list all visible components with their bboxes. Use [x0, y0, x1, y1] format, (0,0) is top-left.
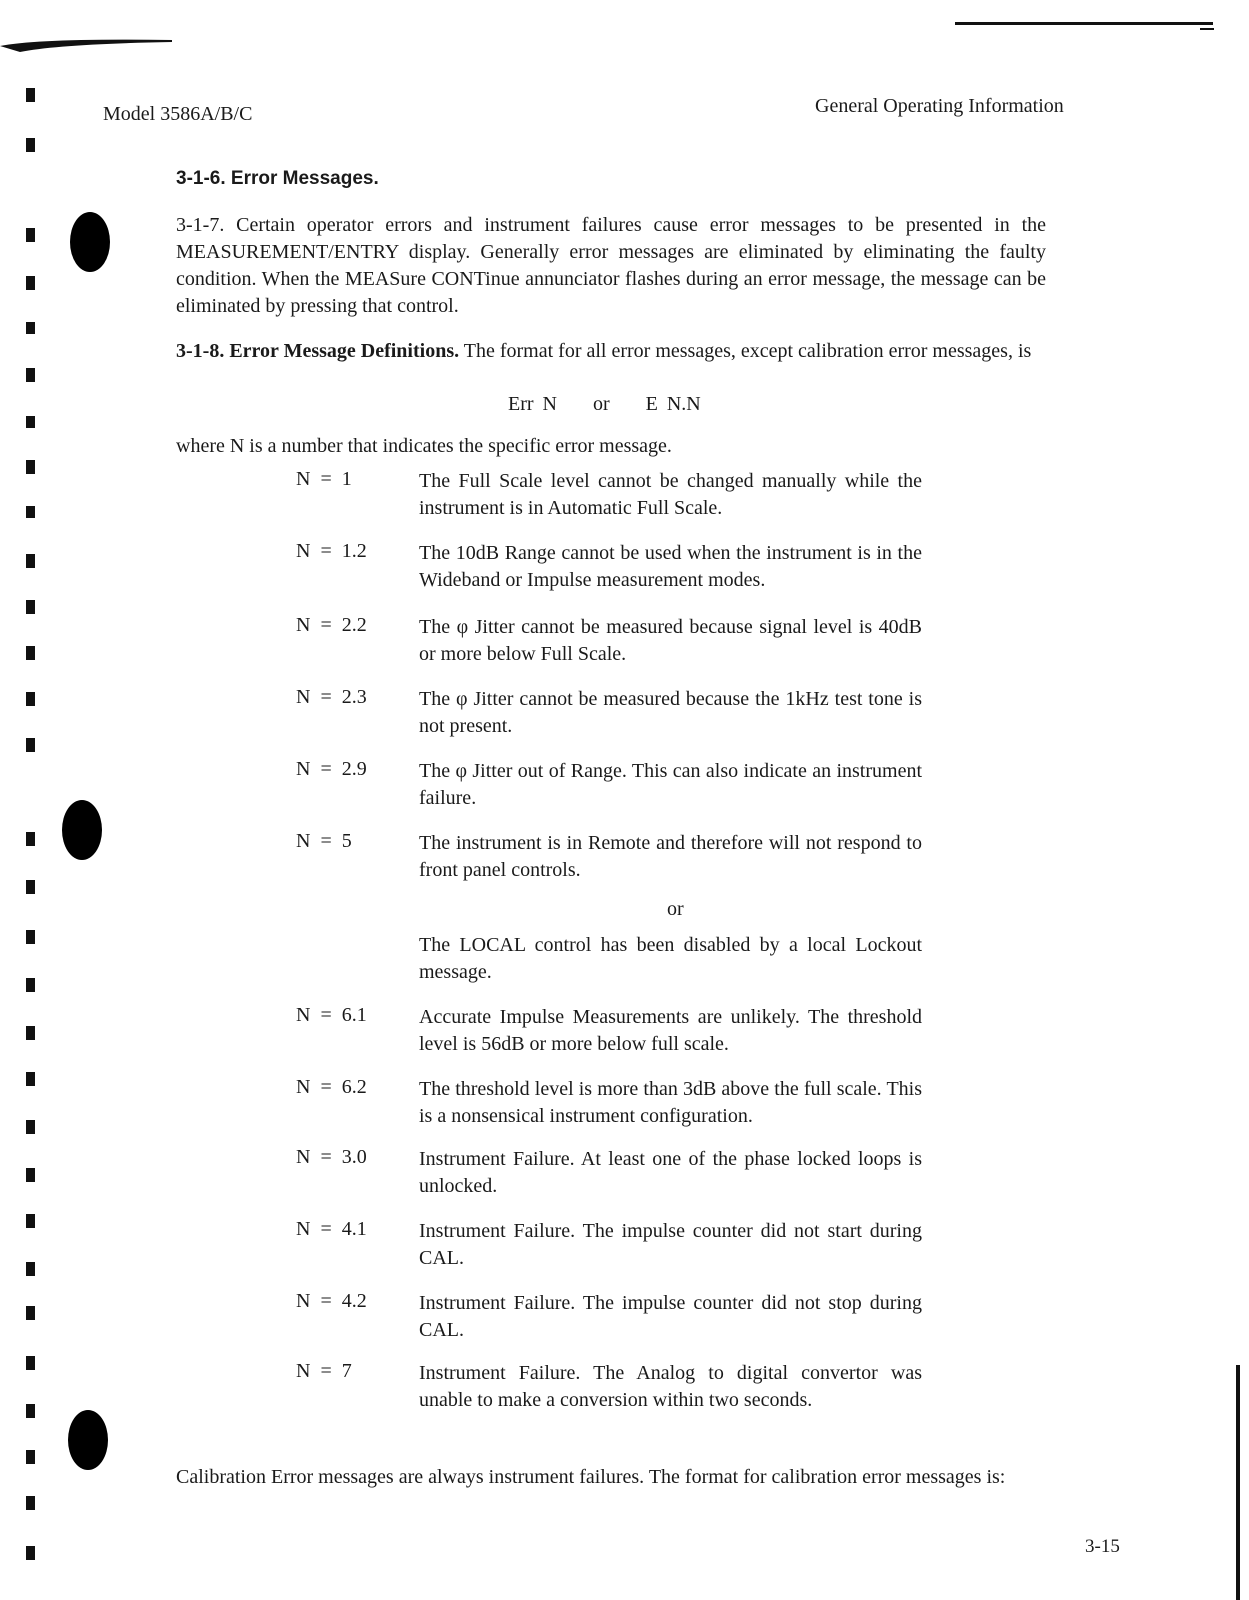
error-code: N = 5 — [296, 830, 352, 852]
error-code: N = 7 — [296, 1360, 352, 1382]
error-description: Instrument Failure. At least one of the phase locked loops is unlocked. — [419, 1148, 922, 1197]
error-description: The Full Scale level cannot be changed manually while the instrument is in Automatic Full Scale. — [419, 470, 922, 519]
header-section-title: General Operating Information — [815, 95, 1064, 117]
error-description: The instrument is in Remote and therefore will not respond to front panel controls. — [419, 832, 922, 881]
error-code: N = 2.9 — [296, 758, 367, 780]
section-heading: 3-1-6. Error Messages. — [176, 168, 379, 189]
run-in-heading: 3-1-8. Error Message Definitions. — [176, 340, 460, 362]
error-code: N = 1 — [296, 468, 352, 490]
paragraph-calibration-errors: Calibration Error messages are always instrument failures. The format for calibration error messages is: — [176, 1466, 1006, 1488]
error-description: The φ Jitter out of Range. This can also indicate an instrument failure. — [419, 760, 922, 809]
error-code: N = 4.1 — [296, 1218, 367, 1240]
paragraph-body: The format for all error messages, except calibration error messages, is — [459, 340, 1032, 362]
error-description: The φ Jitter cannot be measured because the 1kHz test tone is not present. — [419, 688, 922, 737]
error-description: The φ Jitter cannot be measured because signal level is 40dB or more below Full Scale. — [419, 616, 922, 665]
error-description: The 10dB Range cannot be used when the instrument is in the Wideband or Impulse measurement modes. — [419, 542, 922, 591]
error-code: N = 6.1 — [296, 1004, 367, 1026]
page-number: 3-15 — [1085, 1536, 1120, 1557]
error-description: Instrument Failure. The impulse counter did not start during CAL. — [419, 1220, 922, 1269]
error-description: The LOCAL control has been disabled by a local Lockout message. — [419, 934, 922, 983]
error-format: Err N or E N.N — [508, 393, 701, 415]
error-description: Accurate Impulse Measurements are unlikely. The threshold level is 56dB or more below full scale. — [419, 1006, 922, 1055]
error-description: The threshold level is more than 3dB above the full scale. This is a nonsensical instrument configuration. — [419, 1078, 922, 1127]
error-code: N = 4.2 — [296, 1290, 367, 1312]
error-code: N = 2.2 — [296, 614, 367, 636]
error-code: N = 3.0 — [296, 1146, 367, 1168]
error-description: Instrument Failure. The impulse counter did not stop during CAL. — [419, 1292, 922, 1341]
where-line: where N is a number that indicates the specific error message. — [176, 435, 672, 457]
error-code: N = 2.3 — [296, 686, 367, 708]
paragraph-error-messages: 3-1-7. Certain operator errors and instrument failures cause error messages to be presented in the MEASUREMENT/ENTRY display. Generally error messages are eliminated by eliminating the faulty condition. When the MEASure CONTinue annunciator flashes during an error message, the message can be eliminated by pressing that control. — [176, 214, 1046, 317]
or-separator: or — [667, 898, 684, 920]
error-code: N = 6.2 — [296, 1076, 367, 1098]
error-description: Instrument Failure. The Analog to digital convertor was unable to make a conversion within two seconds. — [419, 1362, 922, 1411]
header-model: Model 3586A/B/C — [103, 103, 253, 125]
error-code: N = 1.2 — [296, 540, 367, 562]
